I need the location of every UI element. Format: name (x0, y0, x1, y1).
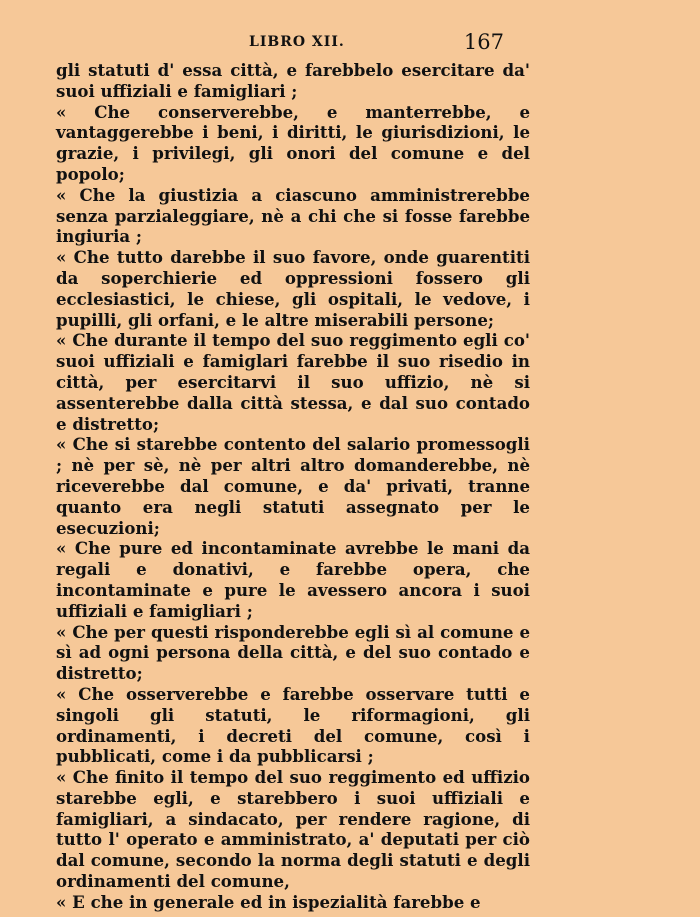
book-section-title: LIBRO XII. (249, 34, 345, 50)
paragraph: « Che conserverebbe, e manterrebbe, e vantaggerebbe i beni, i diritti, le giurisdizioni, le grazie, i privilegi, gli onori del comune e del popolo; (56, 101, 530, 184)
paragraph: « Che per questi risponderebbe egli sì al comune e sì ad ogni persona della città, e del suo contado e distretto; (56, 621, 530, 684)
paragraph: « Che si starebbe contento del salario promessogli ; nè per sè, nè per altri altro domanderebbe, nè riceverebbe dal comune, e da' privati, tranne quanto era negli statuti assegnato per le esecuzioni; (56, 434, 530, 538)
paragraph: « Che la giustizia a ciascuno amministrerebbe senza parzialeggiare, nè a chi che si fosse farebbe ingiuria ; (56, 184, 530, 247)
paragraph: « Che finito il tempo del suo reggimento ed uffizio starebbe egli, e starebbero i suoi uffiziali e famigliari, a sindacato, per rendere ragione, di tutto l' operato e amministrato, a' deputati per ciò dal comune, secondo la norma degli statuti e degli ordinamenti del comune, (56, 767, 530, 892)
paragraph: « Che tutto darebbe il suo favore, onde guarentiti da soperchierie ed oppressioni fossero gli ecclesiastici, le chiese, gli ospitali, le vedove, i pupilli, gli orfani, e le altre miserabili persone; (56, 247, 530, 330)
paragraph: gli statuti d' essa città, e farebbelo esercitare da' suoi uffiziali e famigliari ; (56, 60, 530, 101)
body-text (56, 60, 530, 913)
paragraph: « Che durante il tempo del suo reggimento egli co' suoi uffiziali e famiglari farebbe il suo risedio in città, per esercitarvi il suo uffizio, nè si assenterebbe dalla città stessa, e dal suo contado e distretto; (56, 330, 530, 434)
paragraph: « E che in generale ed in ispezialità farebbe e (56, 891, 481, 912)
running-head (56, 28, 530, 58)
paragraph: « Che pure ed incontaminate avrebbe le mani da regali e donativi, e farebbe opera, che incontaminate e pure le avessero ancora i suoi uffiziali e famigliari ; (56, 538, 530, 621)
page-number: 167 (463, 30, 504, 54)
paragraph: « Che osserverebbe e farebbe osservare tutti e singoli gli statuti, le riformagioni, gli ordinamenti, i decreti del comune, così i pubblicati, come i da pubblicarsi ; (56, 683, 530, 767)
